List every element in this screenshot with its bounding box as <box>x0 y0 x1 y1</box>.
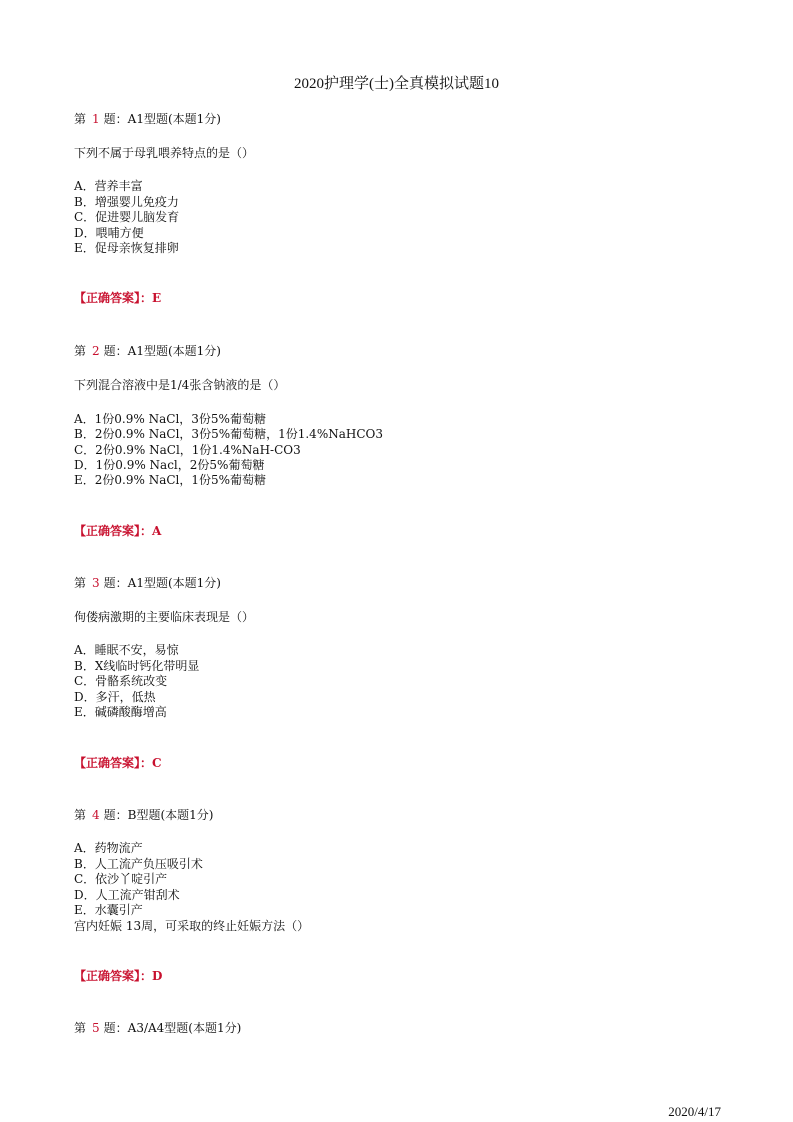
question-prefix: 第 <box>74 112 87 126</box>
question-1-answer <box>74 290 161 306</box>
answer-value: E <box>152 291 162 305</box>
question-1-option-b: B．增强婴儿免疫力 <box>74 195 179 209</box>
question-prefix: 第 <box>74 808 87 822</box>
question-2-stem: 下列混合溶液中是1/4张含钠液的是（） <box>74 378 286 392</box>
question-3-option-d: D．多汗，低热 <box>74 690 156 704</box>
question-4-option-c: C．依沙丫啶引产 <box>74 872 168 886</box>
question-2-option-d: D．1份0.9% Nacl，2份5%葡萄糖 <box>74 458 265 472</box>
answer-label: 【正确答案】： <box>74 969 153 983</box>
question-number: 4 <box>92 808 100 822</box>
question-type: 题：A1型题(本题1分) <box>103 344 221 358</box>
question-2-answer <box>74 523 161 539</box>
question-4-option-d: D．人工流产钳刮术 <box>74 888 180 902</box>
question-1-stem: 下列不属于母乳喂养特点的是（） <box>74 146 255 160</box>
question-1-header <box>74 111 221 127</box>
answer-value: D <box>152 969 163 983</box>
question-3-stem: 佝偻病激期的主要临床表现是（） <box>74 610 255 624</box>
question-3-header <box>74 575 221 591</box>
question-3-option-e: E．碱磷酸酶增高 <box>74 705 167 719</box>
question-4-stem: 宫内妊娠 13周，可采取的终止妊娠方法（） <box>74 919 310 933</box>
question-2-header <box>74 343 221 359</box>
question-3-answer <box>74 755 162 771</box>
answer-value: A <box>152 524 162 538</box>
question-3-option-b: B．X线临时钙化带明显 <box>74 659 200 673</box>
question-type: 题：B型题(本题1分) <box>103 808 214 822</box>
question-type: 题：A3/A4型题(本题1分) <box>103 1021 242 1035</box>
question-4-option-a: A．药物流产 <box>74 841 143 855</box>
answer-label: 【正确答案】： <box>74 524 153 538</box>
question-prefix: 第 <box>74 1021 87 1035</box>
question-3-option-c: C．骨骼系统改变 <box>74 674 168 688</box>
question-2-option-e: E．2份0.9% NaCl，1份5%葡萄糖 <box>74 473 267 487</box>
question-number: 3 <box>92 576 100 590</box>
question-1-option-c: C．促进婴儿脑发育 <box>74 210 180 224</box>
question-number: 2 <box>92 344 100 358</box>
question-3-option-a: A．睡眠不安，易惊 <box>74 643 179 657</box>
question-number: 1 <box>92 112 100 126</box>
question-1-option-d: D．喂哺方便 <box>74 226 144 240</box>
question-type: 题：A1型题(本题1分) <box>103 576 221 590</box>
question-2-option-c: C．2份0.9% NaCl，1份1.4%NaH-CO3 <box>74 443 301 457</box>
question-4-header <box>74 807 213 823</box>
answer-label: 【正确答案】： <box>74 291 153 305</box>
question-2-option-a: A．1份0.9% NaCl，3份5%葡萄糖 <box>74 412 266 426</box>
question-2-option-b: B．2份0.9% NaCl，3份5%葡萄糖，1份1.4%NaHCO3 <box>74 427 383 441</box>
question-4-option-e: E．水囊引产 <box>74 903 143 917</box>
question-prefix: 第 <box>74 576 87 590</box>
question-4-answer <box>74 968 162 984</box>
footer-date: 2020/4/17 <box>668 1104 721 1119</box>
question-1-option-a: A．营养丰富 <box>74 179 143 193</box>
answer-value: C <box>152 756 162 770</box>
question-number: 5 <box>92 1021 100 1035</box>
question-4-option-b: B．人工流产负压吸引术 <box>74 857 203 871</box>
question-prefix: 第 <box>74 344 87 358</box>
answer-label: 【正确答案】： <box>74 756 153 770</box>
question-5-header <box>74 1020 241 1036</box>
question-1-option-e: E．促母亲恢复排卵 <box>74 241 179 255</box>
page-title: 2020护理学(士)全真模拟试题10 <box>294 76 499 92</box>
question-type: 题：A1型题(本题1分) <box>103 112 221 126</box>
